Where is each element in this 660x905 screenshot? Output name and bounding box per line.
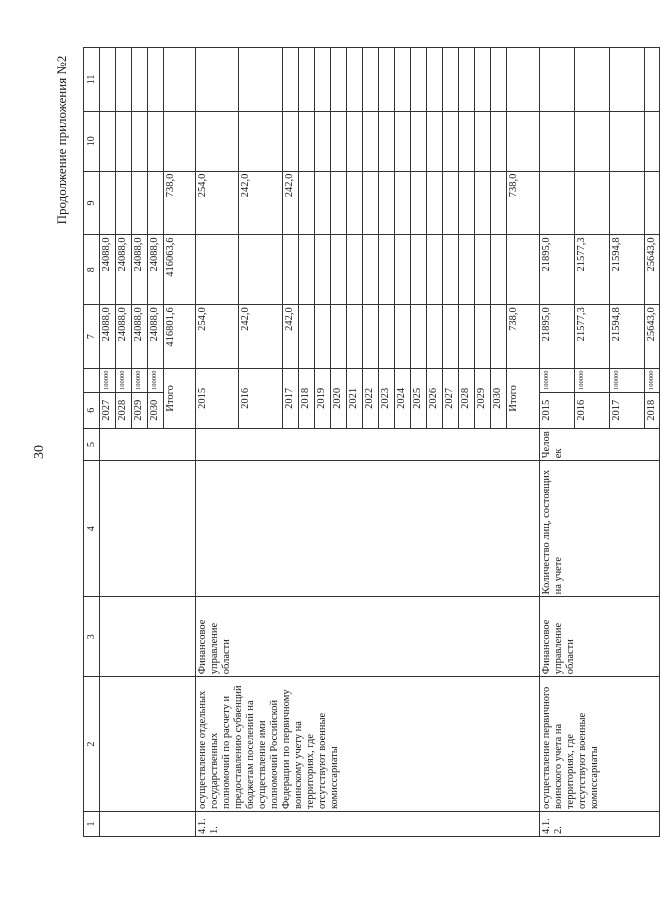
value-col11: [315, 48, 331, 112]
year-cell: 2020: [331, 368, 347, 428]
value-col11: [540, 48, 575, 112]
column-header-3: 3: [84, 597, 100, 677]
value-col8: [299, 235, 315, 305]
value-col7: [475, 305, 491, 369]
value-col8: [491, 235, 507, 305]
value-col9: [491, 171, 507, 235]
column-header-11: 10: [84, 111, 100, 171]
value-col7: [299, 305, 315, 369]
value-col10: [475, 111, 491, 171]
value-col9: [100, 171, 116, 235]
value-col7: 21577,3: [575, 305, 610, 369]
column-header-1: 1: [84, 812, 100, 837]
value-col8: 24088,0: [116, 235, 132, 305]
value-col11: [116, 48, 132, 112]
value-col7: [347, 305, 363, 369]
year-cell: 2021: [347, 368, 363, 428]
code-cell: 100000: [100, 368, 116, 392]
value-col8: [459, 235, 475, 305]
section-executor: Финансовое управление области: [196, 597, 540, 677]
year-cell: 2019: [315, 368, 331, 428]
code-cell: 100000: [148, 368, 164, 392]
value-col9: [443, 171, 459, 235]
value-col9: [315, 171, 331, 235]
value-col7: [491, 305, 507, 369]
value-col7: 254,0: [196, 305, 239, 369]
value-col7: 24088,0: [132, 305, 148, 369]
value-col9: 738,0: [507, 171, 540, 235]
col2-empty: [100, 677, 196, 812]
value-col10: [459, 111, 475, 171]
value-col11: [239, 48, 283, 112]
year-cell: 2016: [575, 392, 610, 428]
value-col8: [196, 235, 239, 305]
value-col8: [379, 235, 395, 305]
value-col11: [347, 48, 363, 112]
value-col11: [395, 48, 411, 112]
year-cell: 2028: [116, 392, 132, 428]
value-col10: [610, 111, 645, 171]
value-col9: 242,0: [239, 171, 283, 235]
year-cell: 2025: [411, 368, 427, 428]
value-col9: [540, 171, 575, 235]
value-col7: [395, 305, 411, 369]
code-cell: 100000: [116, 368, 132, 392]
value-col11: [575, 48, 610, 112]
value-col8: 21594,8: [610, 235, 645, 305]
section-indicator: [196, 461, 540, 597]
column-header-2: 2: [84, 677, 100, 812]
value-col7: 738,0: [507, 305, 540, 369]
value-col11: [196, 48, 239, 112]
section-name: осуществление отдельных государственных полномочий по расчету и предоставлению субвенций бюджетам поселений на осуществление ими полномочий Российской Федерации по первичному воинскому учету на территориях, где отсутствуют военные комиссариаты: [196, 677, 540, 812]
year-cell: 2015: [196, 368, 239, 428]
value-col11: [299, 48, 315, 112]
rotated-table-wrapper: [83, 47, 657, 837]
value-col11: [427, 48, 443, 112]
column-header-6: 6: [84, 392, 100, 428]
col1-empty: [100, 812, 196, 837]
value-col10: [196, 111, 239, 171]
value-col9: 254,0: [196, 171, 239, 235]
value-col10: [132, 111, 148, 171]
code-cell: 100000: [610, 368, 645, 392]
code-cell: 100000: [575, 368, 610, 392]
value-col8: [443, 235, 459, 305]
value-col7: [459, 305, 475, 369]
section-unit: [196, 428, 540, 460]
value-col7: 242,0: [283, 305, 299, 369]
value-col11: [379, 48, 395, 112]
value-col7: [315, 305, 331, 369]
value-col9: 242,0: [283, 171, 299, 235]
value-col11: [475, 48, 491, 112]
value-col10: [540, 111, 575, 171]
value-col8: [411, 235, 427, 305]
value-col9: [331, 171, 347, 235]
value-col7: 21594,8: [610, 305, 645, 369]
value-col10: [347, 111, 363, 171]
column-header-7: [84, 368, 100, 392]
value-col10: [116, 111, 132, 171]
section-indicator: Количество лиц, состоящих на учете: [540, 461, 660, 597]
value-col8: [475, 235, 491, 305]
year-cell: 2022: [363, 368, 379, 428]
value-col10: [645, 111, 660, 171]
value-col8: 24088,0: [100, 235, 116, 305]
appendix-caption: Продолжение приложения №2: [54, 55, 69, 225]
value-col10: [331, 111, 347, 171]
value-col9: [427, 171, 443, 235]
value-col7: [379, 305, 395, 369]
value-col10: [299, 111, 315, 171]
value-col9: [575, 171, 610, 235]
code-cell: 100000: [645, 368, 660, 392]
value-col11: [164, 48, 196, 112]
value-col8: [315, 235, 331, 305]
value-col10: [443, 111, 459, 171]
section-number: 4.1.1.: [196, 812, 540, 837]
value-col8: [395, 235, 411, 305]
value-col11: [148, 48, 164, 112]
value-col7: 24088,0: [116, 305, 132, 369]
year-cell: 2015: [540, 392, 575, 428]
value-col9: [645, 171, 660, 235]
value-col9: [475, 171, 491, 235]
value-col8: 24088,0: [132, 235, 148, 305]
value-col8: [427, 235, 443, 305]
value-col10: [315, 111, 331, 171]
value-col11: [283, 48, 299, 112]
table-row: [100, 48, 116, 837]
value-col9: [299, 171, 315, 235]
value-col8: [239, 235, 283, 305]
col4-empty: [100, 461, 196, 597]
year-cell: 2027: [443, 368, 459, 428]
value-col8: 24088,0: [148, 235, 164, 305]
value-col9: [459, 171, 475, 235]
table-row: [540, 48, 575, 837]
value-col10: [379, 111, 395, 171]
value-col10: [283, 111, 299, 171]
year-cell: 2016: [239, 368, 283, 428]
value-col9: [379, 171, 395, 235]
col5-empty: [100, 428, 196, 460]
year-cell: 2029: [132, 392, 148, 428]
data-table: [83, 47, 660, 837]
year-cell: Итого: [507, 368, 540, 428]
value-col10: [575, 111, 610, 171]
value-col11: [610, 48, 645, 112]
value-col10: [164, 111, 196, 171]
value-col10: [148, 111, 164, 171]
value-col7: 24088,0: [100, 305, 116, 369]
value-col9: [411, 171, 427, 235]
column-header-12: 11: [84, 48, 100, 112]
value-col10: [239, 111, 283, 171]
year-cell: 2018: [299, 368, 315, 428]
column-header-4: 4: [84, 461, 100, 597]
value-col11: [132, 48, 148, 112]
page-number: 30: [32, 445, 47, 459]
value-col10: [100, 111, 116, 171]
value-col11: [645, 48, 660, 112]
value-col9: 738,0: [164, 171, 196, 235]
year-cell: 2027: [100, 392, 116, 428]
value-col7: [363, 305, 379, 369]
year-cell: 2017: [610, 392, 645, 428]
value-col7: [427, 305, 443, 369]
value-col9: [116, 171, 132, 235]
year-cell: 2024: [395, 368, 411, 428]
value-col7: 416801,6: [164, 305, 196, 369]
value-col8: 21577,3: [575, 235, 610, 305]
value-col8: 21895,0: [540, 235, 575, 305]
value-col8: [331, 235, 347, 305]
value-col9: [347, 171, 363, 235]
value-col11: [411, 48, 427, 112]
value-col8: [347, 235, 363, 305]
value-col9: [363, 171, 379, 235]
section-executor: Финансовое управление области: [540, 597, 660, 677]
value-col11: [100, 48, 116, 112]
value-col10: [395, 111, 411, 171]
value-col9: [148, 171, 164, 235]
year-cell: 2023: [379, 368, 395, 428]
value-col11: [331, 48, 347, 112]
year-cell: 2018: [645, 392, 660, 428]
column-header-9: 8: [84, 235, 100, 305]
value-col9: [132, 171, 148, 235]
value-col11: [363, 48, 379, 112]
value-col11: [443, 48, 459, 112]
value-col7: [411, 305, 427, 369]
table-row: [196, 48, 239, 837]
year-cell: 2017: [283, 368, 299, 428]
section-number: 4.1.2.: [540, 812, 660, 837]
column-header-10: 9: [84, 171, 100, 235]
column-header-5: 5: [84, 428, 100, 460]
table-row: [84, 48, 100, 837]
code-cell: 100000: [132, 368, 148, 392]
year-cell: 2028: [459, 368, 475, 428]
value-col11: [491, 48, 507, 112]
value-col8: 25643,0: [645, 235, 660, 305]
value-col7: 242,0: [239, 305, 283, 369]
year-cell: 2026: [427, 368, 443, 428]
value-col9: [610, 171, 645, 235]
value-col8: [283, 235, 299, 305]
value-col7: 21895,0: [540, 305, 575, 369]
value-col8: [363, 235, 379, 305]
value-col10: [411, 111, 427, 171]
column-header-8: 7: [84, 305, 100, 369]
code-cell: 100000: [540, 368, 575, 392]
value-col9: [395, 171, 411, 235]
year-cell: 2030: [491, 368, 507, 428]
value-col8: [507, 235, 540, 305]
value-col8: 416063,6: [164, 235, 196, 305]
value-col10: [427, 111, 443, 171]
year-cell: 2029: [475, 368, 491, 428]
year-cell: 2030: [148, 392, 164, 428]
section-name: осуществление первичного воинского учета на территориях, где отсутствуют военные комиссариаты: [540, 677, 660, 812]
section-unit: Человек: [540, 428, 660, 460]
value-col7: 25643,0: [645, 305, 660, 369]
value-col11: [459, 48, 475, 112]
value-col10: [507, 111, 540, 171]
value-col7: 24088,0: [148, 305, 164, 369]
col3-empty: [100, 597, 196, 677]
value-col10: [491, 111, 507, 171]
value-col7: [331, 305, 347, 369]
value-col7: [443, 305, 459, 369]
value-col11: [507, 48, 540, 112]
year-cell: Итого: [164, 368, 196, 428]
value-col10: [363, 111, 379, 171]
